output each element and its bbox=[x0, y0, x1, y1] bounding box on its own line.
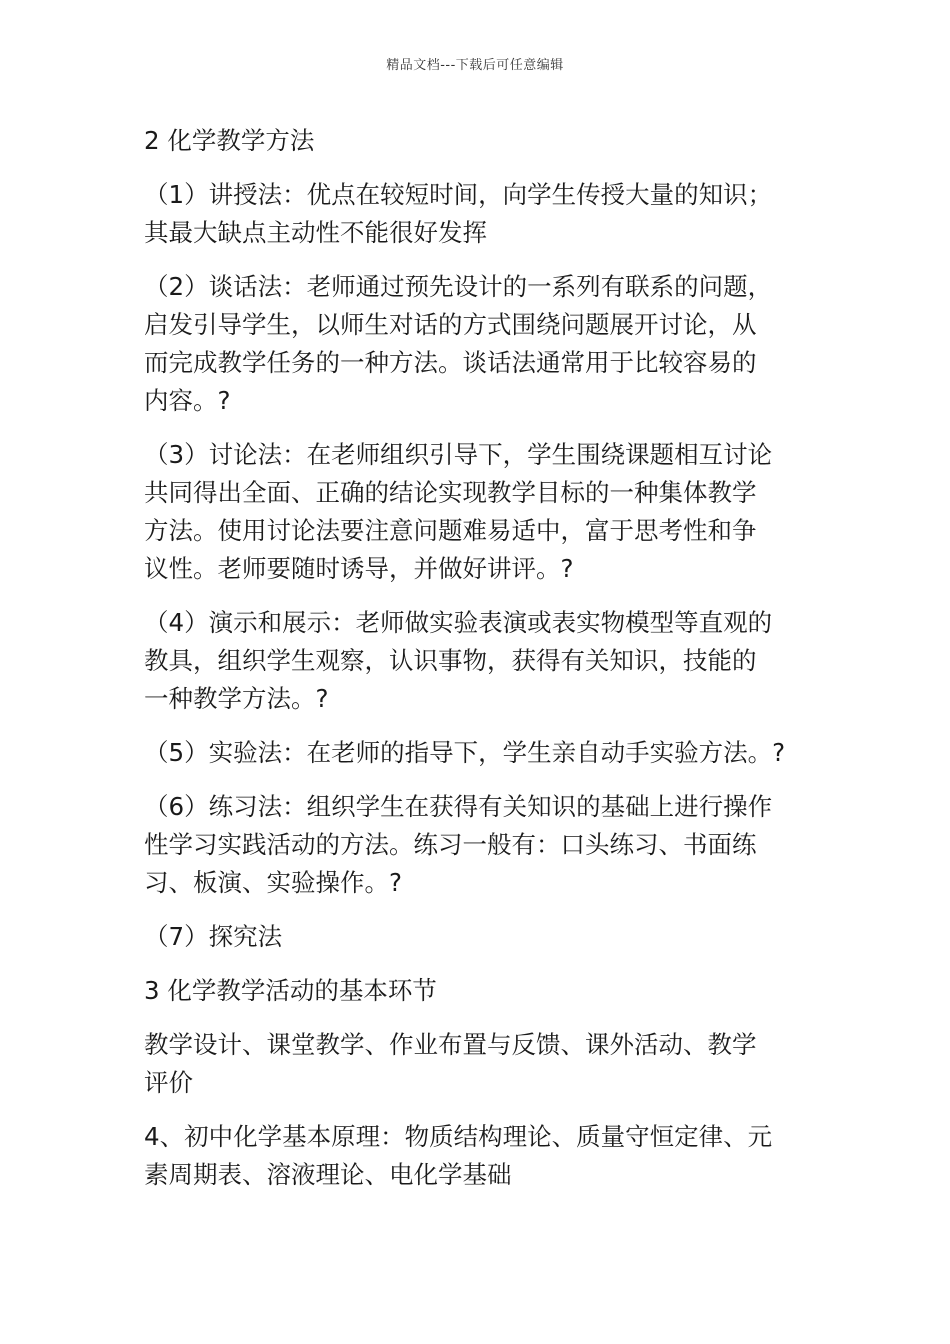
text-line: 其最大缺点主动性不能很好发挥 bbox=[144, 218, 487, 247]
text-line: 议性。老师要随时诱导，并做好讲评。? bbox=[144, 554, 574, 583]
text-line: 而完成教学任务的一种方法。谈话法通常用于比较容易的 bbox=[144, 348, 757, 377]
paragraph-experiment-method bbox=[144, 734, 814, 772]
paragraph-activity-steps bbox=[144, 1026, 814, 1102]
text-line: 启发引导学生，以师生对话的方式围绕问题展开讨论，从 bbox=[144, 310, 757, 339]
page-header: 精品文档---下载后可任意编辑 bbox=[386, 58, 564, 73]
text-line: 3 化学教学活动的基本环节 bbox=[144, 976, 437, 1005]
text-line: 习、板演、实验操作。? bbox=[144, 868, 403, 897]
text-line: 教学设计、课堂教学、作业布置与反馈、课外活动、教学 bbox=[144, 1030, 757, 1059]
paragraph-discussion-method bbox=[144, 436, 814, 588]
document-body bbox=[144, 122, 814, 1210]
text-line: 性学习实践活动的方法。练习一般有：口头练习、书面练 bbox=[144, 830, 757, 859]
section-heading-teaching-activities bbox=[144, 972, 814, 1010]
text-line: （3）讨论法：在老师组织引导下，学生围绕课题相互讨论 bbox=[144, 440, 773, 469]
text-line: 方法。使用讨论法要注意问题难易适中，富于思考性和争 bbox=[144, 516, 757, 545]
text-line: 内容。? bbox=[144, 386, 231, 415]
text-line: （2）谈话法：老师通过预先设计的一系列有联系的问题， bbox=[144, 272, 773, 301]
text-line: 一种教学方法。? bbox=[144, 684, 329, 713]
text-line: 2 化学教学方法 bbox=[144, 126, 315, 155]
text-line: （1）讲授法：优点在较短时间，向学生传授大量的知识； bbox=[144, 180, 773, 209]
paragraph-practice-method bbox=[144, 788, 814, 902]
text-line: 4、初中化学基本原理：物质结构理论、质量守恒定律、元 bbox=[144, 1122, 773, 1151]
text-line: 教具，组织学生观察，认识事物，获得有关知识，技能的 bbox=[144, 646, 757, 675]
text-line: 评价 bbox=[144, 1068, 193, 1097]
text-line: （7）探究法 bbox=[144, 922, 283, 951]
paragraph-lecture-method bbox=[144, 176, 814, 252]
text-line: （4）演示和展示：老师做实验表演或表实物模型等直观的 bbox=[144, 608, 773, 637]
text-line: （6）练习法：组织学生在获得有关知识的基础上进行操作 bbox=[144, 792, 773, 821]
section-heading-teaching-methods bbox=[144, 122, 814, 160]
paragraph-conversation-method bbox=[144, 268, 814, 420]
text-line: （5）实验法：在老师的指导下，学生亲自动手实验方法。? bbox=[144, 738, 786, 767]
paragraph-inquiry-method bbox=[144, 918, 814, 956]
paragraph-basic-principles bbox=[144, 1118, 814, 1194]
text-line: 共同得出全面、正确的结论实现教学目标的一种集体教学 bbox=[144, 478, 757, 507]
text-line: 素周期表、溶液理论、电化学基础 bbox=[144, 1160, 512, 1189]
paragraph-demonstration-method bbox=[144, 604, 814, 718]
